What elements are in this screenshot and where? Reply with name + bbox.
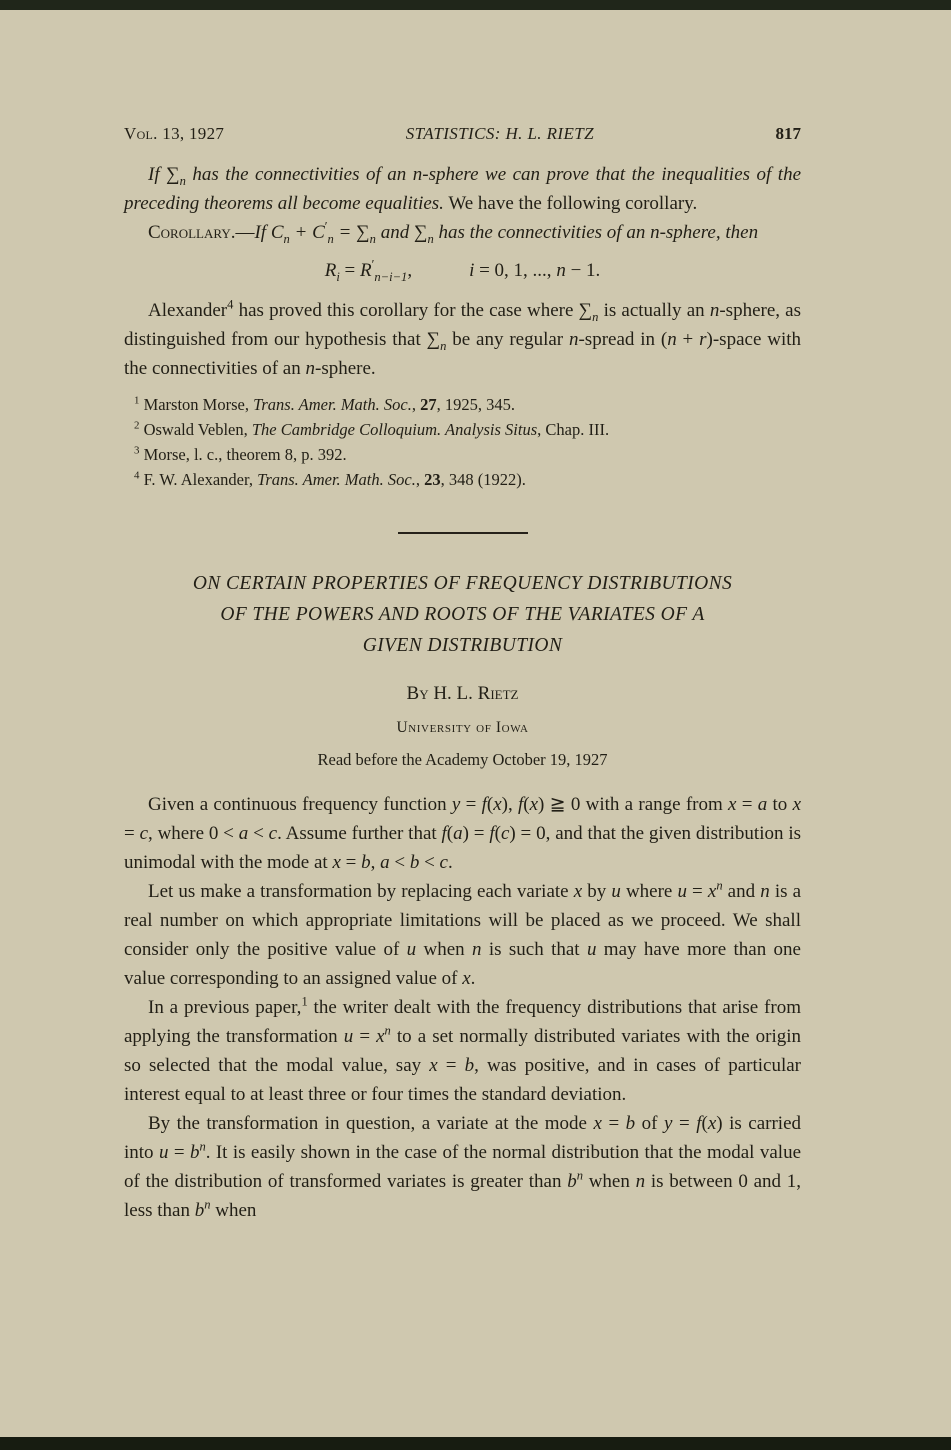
- article-body: [124, 790, 801, 1225]
- scan-edge-top: [0, 0, 951, 10]
- body-paragraph: Alexander$^4$ has proved this corollary for the case where $\sum_n$ is actually an n-sphere, as distinguished from our hypothesis that $\sum_n$ be any regular n-spread in (n + r)-space with the connectivities of an n-sphere.: [124, 297, 802, 379]
- footnote-3: $^3$ Morse, l. c., theorem 8, p. 392.: [134, 444, 347, 464]
- affiliation: University of Iowa: [396, 719, 529, 736]
- running-title: STATISTICS: H. L. RIETZ: [405, 124, 594, 143]
- displayed-equation: $R_i = R'_{n-i-1}$, i = 0, 1, ..., n − 1.: [324, 257, 601, 284]
- preceding-article-end: [124, 160, 801, 492]
- presentation-note: Read before the Academy October 19, 1927: [317, 750, 608, 769]
- article: [124, 568, 801, 1225]
- footnote-1: $^1$ Marston Morse, Trans. Amer. Math. Soc., 27, 1925, 345.: [134, 394, 515, 414]
- footnote-4: $^4$ F. W. Alexander, Trans. Amer. Math. Soc., 23, 348 (1922).: [134, 469, 526, 489]
- article-title: [124, 568, 801, 661]
- title-line: ON CERTAIN PROPERTIES OF FREQUENCY DISTRIBUTIONS: [192, 573, 733, 594]
- title-line: GIVEN DISTRIBUTION: [362, 635, 563, 656]
- corollary-paragraph: Corollary.—If $C_n + C'_n = \sum_n$ and $\sum_n$ has the connectivities of an n-sphere, then: [148, 219, 759, 246]
- footnotes: [124, 392, 801, 492]
- byline: By H. L. Rietz: [406, 683, 519, 704]
- journal-header: [124, 124, 801, 144]
- page-number: 817: [775, 124, 801, 143]
- volume-label: Vol. 13, 1927: [124, 124, 225, 143]
- article-paragraph: By the transformation in question, a variate at the mode x = b of y = f(x) is carried into $u = b^n$. It is easily shown in the case of the normal distribution that the modal value of the distribution of transformed variates is greater than $b^n$ when n is between 0 and 1, less than $b^n$ when: [124, 1113, 802, 1221]
- section-divider: [398, 532, 528, 534]
- article-paragraph: Let us make a transformation by replacing each variate x by u where $u = x^n$ and n is a real number on which appropriate limitations will be placed as we proceed. We shall consider only the positive value of u when n is such that u may have more than one value corresponding to an assigned value of x.: [124, 878, 802, 989]
- footnote-2: $^2$ Oswald Veblen, The Cambridge Colloquium. Analysis Situs, Chap. III.: [134, 419, 610, 439]
- theorem-paragraph: If $\sum_n$ has the connectivities of an n-sphere we can prove that the inequalities of the preceding theorems all become equalities. We have the following corollary.: [124, 164, 802, 214]
- scan-edge-bottom: [0, 1437, 951, 1450]
- article-paragraph: In a previous paper,$^1$ the writer dealt with the frequency distributions that arise from applying the transformation $u = x^n$ to a set normally distributed variates with the origin so selected that the modal value, say x = b, was positive, and in cases of particular interest equal to at least three or four times the standard deviation.: [124, 994, 801, 1105]
- title-line: OF THE POWERS AND ROOTS OF THE VARIATES OF A: [220, 604, 705, 625]
- article-paragraph: Given a continuous frequency function y = f(x), f(x) ≧ 0 with a range from x = a to x = c, where 0 < a < c. Assume further that f(a) = f(c) = 0, and that the given distribution is unimodal with the mode at x = b, a < b < c.: [124, 794, 802, 873]
